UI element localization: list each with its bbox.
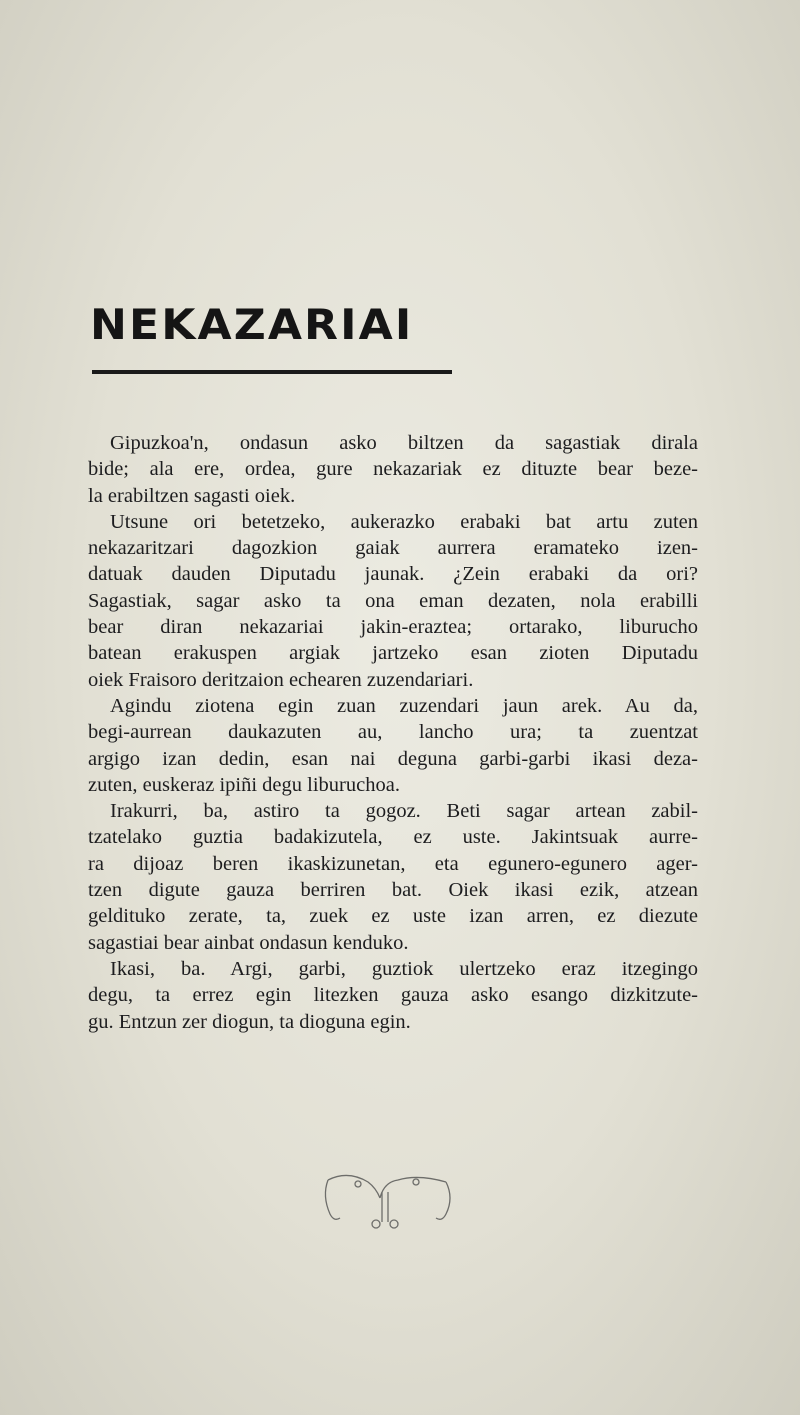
text-line: datuak dauden Diputadu jaunak. ¿Zein erabaki da ori? (88, 563, 698, 586)
text-line: Sagastiak, sagar asko ta ona eman dezaten, nola erabilli (88, 589, 698, 612)
text-line: oiek Fraisoro deritzaion echearen zuzendariari. (88, 668, 474, 691)
text-line: Ikasi, ba. Argi, garbi, guztiok ulertzeko eraz itzegingo (110, 957, 698, 980)
text-line: sagastiai bear ainbat ondasun kenduko. (88, 931, 409, 954)
text-line: nekazaritzari dagozkion gaiak aurrera eramateko izen- (88, 537, 698, 560)
text-line: zuten, euskeraz ipiñi degu liburuchoa. (88, 773, 400, 796)
text-line: gu. Entzun zer diogun, ta dioguna egin. (88, 1010, 411, 1033)
text-line: gelditukо zerate, ta, zuek ez uste izan arren, ez diezute (88, 905, 698, 928)
text-line: argigo izan dedin, esan nai deguna garbi-garbi ikasi deza- (88, 747, 698, 770)
ornament-vignette (318, 1170, 458, 1230)
text-line: Utsune ori betetzeko, aukerazko erabaki bat artu zuten (110, 510, 698, 533)
text-line: begi-aurrean daukazuten au, lancho ura; ta zuentzat (88, 721, 698, 744)
text-line: Gipuzkoa'n, ondasun asko biltzen da sagastiak dirala (110, 432, 698, 454)
text-line: bear diran nekazariai jakin-eraztea; ortarako, liburucho (88, 616, 698, 639)
text-line: la erabiltzen sagasti oiek. (88, 484, 296, 507)
text-line: tzatelako guztia badakizutela, ez uste. Jakintsuak aurre- (88, 826, 698, 849)
text-line: Irakurri, ba, astiro ta gogoz. Beti sagar artean zabil- (110, 800, 698, 823)
text-line: tzen digute gauza berriren bat. Oiek ikasi ezik, atzean (88, 879, 698, 902)
title-underline (92, 370, 452, 374)
text-line: Agindu ziotena egin zuan zuzendari jaun arek. Au da, (110, 694, 698, 717)
text-line: ra dijoaz beren ikaskizunetan, eta egunero-egunero ager- (88, 852, 698, 875)
text-line: batean erakuspen argiak jartzeko esan zioten Diputadu (88, 642, 698, 665)
body-text (88, 430, 698, 1035)
text-line: degu, ta errez egin litezken gauza asko esango dizkitzute- (88, 984, 698, 1007)
page-title: NEKAZARIAI (90, 300, 414, 349)
text-line: bide; ala ere, ordea, gure nekazariak ez dituzte bear beze- (88, 458, 698, 481)
